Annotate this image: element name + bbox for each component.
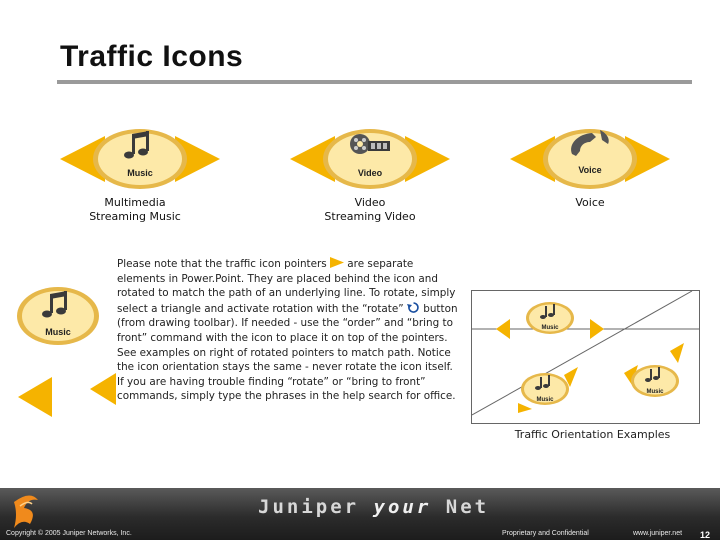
slide-title: Traffic Icons (60, 40, 244, 73)
rotate-icon (407, 301, 420, 314)
icon-badge-label: Music (45, 327, 71, 337)
brand-your: your (373, 496, 432, 518)
pointer-triangle-icon (330, 257, 344, 268)
large-music-icon (12, 285, 122, 445)
voice-caption (550, 196, 630, 210)
instructions-paragraph (117, 257, 462, 404)
icon-badge-label: Music (127, 168, 153, 178)
music-traffic-icon (60, 128, 220, 190)
caption-line: Streaming Music (89, 210, 181, 223)
orientation-examples-box (471, 290, 700, 424)
website-link[interactable]: www.juniper.net (633, 530, 683, 537)
icon-badge-label: Music (541, 325, 559, 331)
icon-badge-label: Video (357, 168, 383, 178)
icon-badge-label: Voice (578, 165, 602, 175)
video-caption (305, 196, 435, 224)
title-rule (57, 80, 692, 84)
pointer-icon (670, 343, 684, 363)
caption-line: Video (354, 196, 386, 209)
separate-pointer-icon (18, 377, 52, 417)
video-traffic-icon (290, 128, 450, 190)
caption-line: Voice (575, 196, 605, 209)
music-caption (75, 196, 195, 224)
pointer-icon (518, 403, 532, 413)
note-text: Please note that the traffic icon pointers (117, 258, 330, 270)
brand-net: Net (445, 496, 490, 518)
example-music-icon (624, 343, 684, 397)
icon-badge-label: Music (646, 389, 664, 395)
example-music-icon (518, 367, 578, 413)
example-music-icon (496, 302, 604, 339)
copyright-text: Copyright © 2005 Juniper Networks, Inc. (6, 530, 132, 537)
note-text: button (from drawing toolbar). If needed - use the “order” and “bring to front” command with the icon to place it on top of the pointers. See examples on right of rotated pointers to match path. Notice the icon orientation stays the same - never rotate the icon itself. If you are having trouble finding “rotate” or “bring to front” commands, simply type the phrases in the help search for office. (117, 302, 458, 403)
orientation-diagram (472, 291, 699, 423)
pointer-icon (496, 319, 510, 339)
voice-traffic-icon (510, 128, 670, 190)
brand-juniper: Juniper (258, 496, 360, 518)
examples-caption: Traffic Orientation Examples (514, 428, 671, 441)
caption-line: Multimedia (104, 196, 166, 209)
note-text: are separate elements in Power.Point. They are placed behind the icon and rotated to match the path of an underlying line. To rotate, simply select a triangle and activate rotation with the “rotate” (117, 258, 456, 315)
pointer-icon (590, 319, 604, 339)
page-number: 12 (700, 530, 711, 540)
icon-badge-label: Music (536, 397, 554, 403)
proprietary-text: Proprietary and Confidential (502, 530, 589, 537)
caption-line: Streaming Video (324, 210, 416, 223)
footer-brand (258, 496, 489, 518)
separate-pointer-icon (90, 373, 116, 405)
